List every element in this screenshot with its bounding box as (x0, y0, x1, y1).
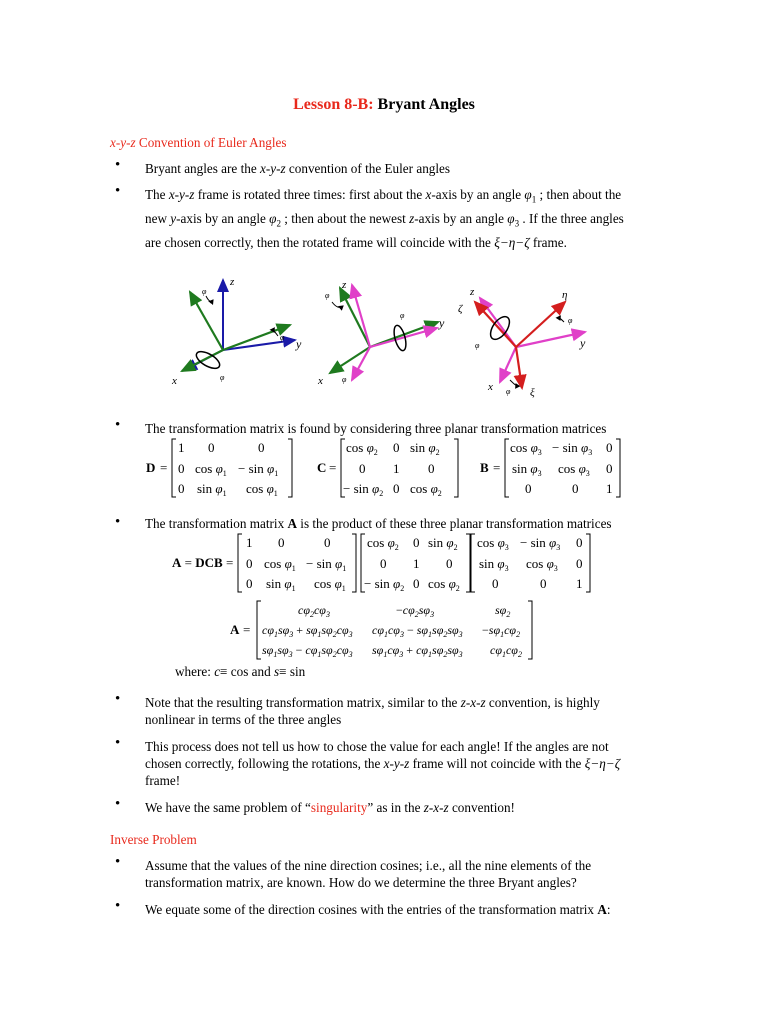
lesson-name: Bryant Angles (377, 96, 475, 113)
svg-text:φ: φ (202, 287, 207, 296)
svg-text:cos φ3: $\cos \varphi_3$ (510, 440, 542, 457)
svg-text:0: 0 (576, 535, 583, 550)
bullet-2-line-3: are chosen correctly, then the rotated frame will coincide with the ξ−η−ζ frame. (145, 235, 567, 250)
svg-text:1: 1 (576, 576, 583, 591)
svg-text:sφ2: $s\varphi_2$ (495, 603, 511, 619)
svg-text:− sin φ1: − $\sin \varphi_1$ (238, 461, 279, 478)
svg-text:cos φ2: $\cos \varphi_2$ (428, 576, 460, 593)
svg-text:x: x (488, 381, 493, 393)
svg-text:−cφ2sφ3: $-c\varphi_2s\varphi_3$ (396, 603, 435, 619)
svg-text:sin φ2: $\sin \varphi_2$ (428, 535, 458, 552)
bullet-5-line-1: Note that the resulting transformation matrix, similar to the z-x-z convention, is highly (145, 695, 600, 710)
svg-text:x: x (172, 375, 177, 387)
svg-text:cos φ2: $\cos \varphi_2$ (346, 440, 378, 457)
svg-text:− sin φ2: − $\sin \varphi_2$ (343, 481, 384, 498)
svg-text:0: 0 (324, 535, 331, 550)
svg-text:φ: φ (506, 387, 511, 396)
svg-text:y: y (296, 337, 302, 351)
bullet-4-text: The transformation matrix A is the product of these three planar transformation matrices (145, 516, 612, 531)
svg-text:0: 0 (278, 535, 285, 550)
svg-text:cos φ3: $\cos \varphi_3$ (558, 461, 590, 478)
bullet-7-text: We have the same problem of “singularity” as in the z-x-z convention! (145, 800, 515, 815)
svg-text:0: 0 (413, 535, 420, 550)
svg-text:z: z (470, 286, 475, 298)
bullet-3-text: The transformation matrix is found by considering three planar transformation matrices (145, 421, 607, 436)
svg-text:1: 1 (393, 461, 400, 476)
svg-text:ζ: ζ (458, 303, 463, 315)
svg-text:sin φ1: $\sin \varphi_1$ (266, 576, 296, 593)
svg-text:0: 0 (540, 576, 547, 591)
svg-text:cos φ3: $\cos \varphi_3$ (526, 556, 558, 573)
svg-text:0: 0 (380, 556, 387, 571)
svg-text:0: 0 (572, 481, 579, 496)
svg-text:0: 0 (492, 576, 499, 591)
svg-text:− sin φ2: − $\sin \varphi_2$ (364, 576, 405, 593)
section-heading-inverse-problem: Inverse Problem (110, 832, 197, 847)
page-title (0, 96, 768, 114)
svg-text:sφ1sφ3 − cφ1sφ2cφ3: $s\varphi_1s\varphi_3 - c\varphi_1s\varphi_2c\varphi_3$ (262, 643, 353, 659)
bullet-8-line-1: Assume that the values of the nine direction cosines; i.e., all the nine elements of the (145, 858, 592, 873)
bullet-2: • (115, 183, 121, 199)
svg-text:y: y (439, 316, 445, 330)
svg-text:cos φ2: $\cos \varphi_2$ (410, 481, 442, 498)
svg-text:=: = (329, 460, 337, 475)
bullet-3: • (115, 417, 121, 433)
svg-text:cos φ1: $\cos \varphi_1$ (195, 461, 227, 478)
svg-text:0: 0 (525, 481, 532, 496)
bullet-6-line-3: frame! (145, 773, 181, 788)
svg-text:φ: φ (280, 333, 285, 342)
svg-text:φ: φ (475, 341, 480, 350)
svg-text:− sin φ3: − $\sin \varphi_3$ (520, 535, 561, 552)
svg-text:cφ2cφ3: $c\varphi_2c\varphi_3$ (298, 603, 330, 619)
svg-text:z: z (342, 279, 347, 291)
svg-text:x: x (318, 375, 323, 387)
bullet-2-line-1: The x-y-z frame is rotated three times: first about the x-axis by an angle $\varphi_1$ ; then about the (145, 187, 622, 205)
bullet-4: • (115, 514, 121, 530)
diagram-3 (458, 286, 586, 399)
rotation-diagrams (160, 270, 620, 405)
svg-text:− sin φ3: − $\sin \varphi_3$ (552, 440, 593, 457)
bullet-1-text: Bryant angles are the x-y-z convention of the Euler angles (145, 161, 451, 176)
product-matrix (170, 530, 610, 596)
svg-text:cφ1sφ3 + sφ1sφ2cφ3: $c\varphi_1s\varphi_3 + s\varphi_1s\varphi_2c\varphi_3$ (262, 623, 353, 639)
svg-text:φ: φ (325, 291, 330, 300)
svg-text:1: 1 (606, 481, 613, 496)
diagram-2 (317, 279, 445, 387)
svg-text:1: 1 (178, 440, 185, 455)
svg-text:cos φ2: $\cos \varphi_2$ (367, 535, 399, 552)
svg-text:0: 0 (606, 461, 613, 476)
svg-text:φ: φ (342, 375, 347, 384)
svg-text:1: 1 (246, 535, 253, 550)
bullet-6: • (115, 735, 121, 751)
where-note: where: c≡ cos and s≡ sin (175, 664, 306, 679)
svg-text:=: = (243, 622, 251, 637)
section-heading-convention: x-y-z Convention of Euler Angles (110, 135, 287, 150)
svg-text:φ: φ (400, 311, 405, 320)
svg-text:0: 0 (393, 481, 400, 496)
bullet-1: • (115, 157, 121, 173)
bullet-9: • (115, 898, 121, 914)
svg-text:C: C (317, 460, 327, 475)
bullet-5-line-2: nonlinear in terms of the three angles (145, 712, 342, 727)
svg-text:D: D (146, 460, 156, 475)
bullet-5: • (115, 691, 121, 707)
expanded-matrix (228, 598, 548, 662)
svg-text:cos φ1: $\cos \varphi_1$ (246, 481, 278, 498)
svg-text:cos φ1: $\cos \varphi_1$ (264, 556, 296, 573)
bullet-6-line-2: chosen correctly, following the rotations, the x-y-z frame will not coincide with the ξ−η−ζ (145, 756, 621, 771)
bullet-8: • (115, 854, 121, 870)
svg-text:0: 0 (413, 576, 420, 591)
bullet-2-line-2: new y-axis by an angle $\varphi_2$ ; then about the newest z-axis by an angle $\varphi_3$ . If the three angles (145, 211, 624, 229)
bullet-7: • (115, 796, 121, 812)
svg-text:sin φ3: $\sin \varphi_3$ (479, 556, 509, 573)
svg-text:0: 0 (246, 576, 253, 591)
svg-text:0: 0 (606, 440, 613, 455)
svg-text:0: 0 (576, 556, 583, 571)
bullet-8-line-2: transformation matrix, are known. How do we determine the three Bryant angles? (145, 875, 577, 890)
svg-text:η: η (562, 289, 568, 301)
svg-text:φ: φ (220, 373, 225, 382)
svg-text:sφ1cφ3 + cφ1sφ2sφ3: $s\varphi_1c\varphi_3 + c\varphi_1s\varphi_2s\varphi_3$ (372, 643, 463, 659)
svg-text:z: z (230, 276, 235, 288)
svg-text:−sφ1cφ2: $-s\varphi_1c\varphi_2$ (482, 623, 521, 639)
svg-text:0: 0 (178, 461, 185, 476)
svg-text:0: 0 (393, 440, 400, 455)
svg-text:sin φ1: $\sin \varphi_1$ (197, 481, 227, 498)
svg-text:0: 0 (258, 440, 265, 455)
lesson-number: Lesson 8-B: (293, 96, 374, 113)
svg-text:ξ: ξ (530, 387, 535, 399)
svg-text:0: 0 (446, 556, 453, 571)
svg-text:cos φ3: $\cos \varphi_3$ (477, 535, 509, 552)
svg-text:φ: φ (568, 316, 573, 325)
diagram-1 (171, 276, 302, 387)
svg-text:A = DCB =: A = DCB = (172, 555, 234, 570)
svg-text:sin φ3: $\sin \varphi_3$ (512, 461, 542, 478)
svg-text:0: 0 (246, 556, 253, 571)
svg-text:cφ1cφ2: $c\varphi_1c\varphi_2$ (490, 643, 522, 659)
svg-text:sin φ2: $\sin \varphi_2$ (410, 440, 440, 457)
svg-text:0: 0 (178, 481, 185, 496)
svg-text:=: = (493, 460, 501, 475)
svg-text:cos φ1: $\cos \varphi_1$ (314, 576, 346, 593)
svg-text:=: = (160, 460, 168, 475)
bullet-9-text: We equate some of the direction cosines with the entries of the transformation matrix A: (145, 902, 611, 917)
svg-text:0: 0 (359, 461, 366, 476)
svg-text:A: A (230, 622, 240, 637)
svg-text:B: B (480, 460, 489, 475)
svg-text:y: y (580, 336, 586, 350)
svg-text:− sin φ1: − $\sin \varphi_1$ (306, 556, 347, 573)
svg-text:0: 0 (208, 440, 215, 455)
svg-text:cφ1cφ3 − sφ1sφ2sφ3: $c\varphi_1c\varphi_3 - s\varphi_1s\varphi_2s\varphi_3$ (372, 623, 463, 639)
bullet-6-line-1: This process does not tell us how to chose the value for each angle! If the angles are not (145, 739, 609, 754)
planar-matrices (140, 435, 640, 501)
svg-text:0: 0 (428, 461, 435, 476)
svg-text:1: 1 (413, 556, 420, 571)
